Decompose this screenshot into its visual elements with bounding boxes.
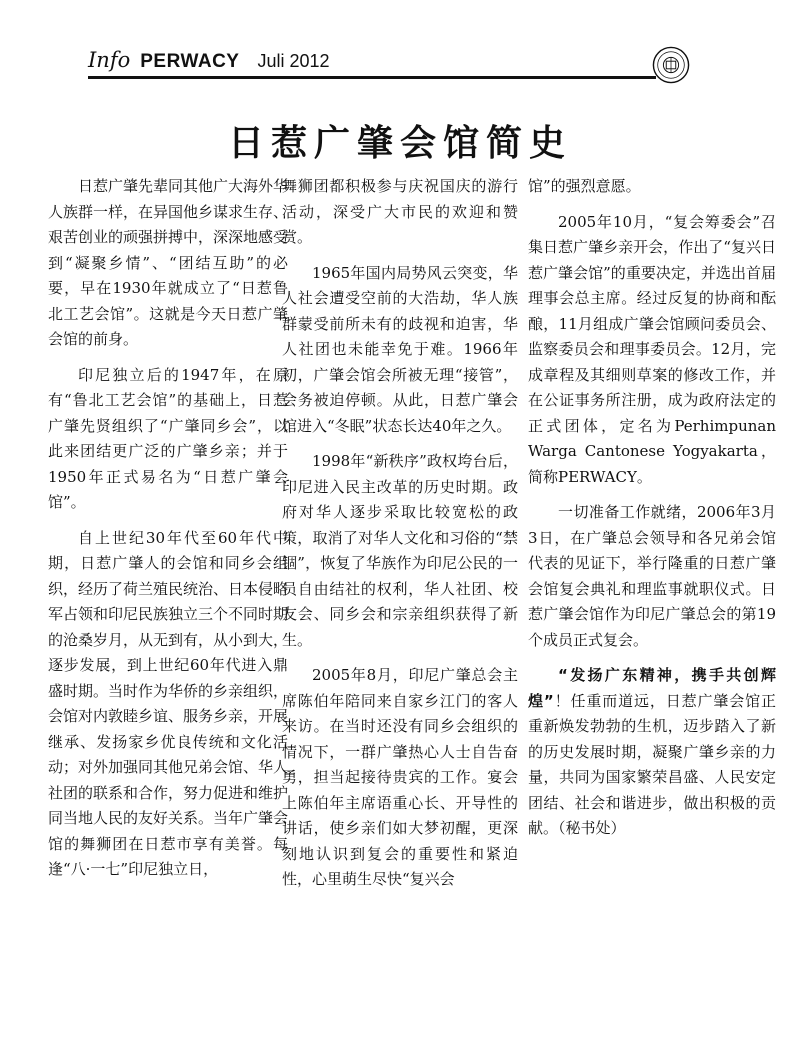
newsletter-header bbox=[88, 48, 330, 73]
association-seal-icon bbox=[652, 46, 690, 84]
paragraph-1965: 1965年国内局势风云突变，华人社会遭受空前的大浩劫，华人族群蒙受前所未有的歧视和迫害，华人社团也未能幸免于难。1966年初，广肇会馆会所被无理“接管”，会务被迫停顿。从此，日惹广肇会馆进入“冬眠”状态长达40年之久。 bbox=[282, 263, 518, 435]
paragraph-2005-august: 2005年8月，印尼广肇总会主席陈伯年陪同来自家乡江门的客人来访。在当时还没有同乡会组织的情况下，一群广肇热心人士自告奋勇，担当起接待贵宾的工作。宴会上陈伯年主席语重心长、开导性的讲话，使乡亲们如大梦初醒，更深刻地认识到复会的重要性和紧迫性，心里萌生尽快“复兴会 bbox=[282, 666, 518, 888]
article-column-2 bbox=[282, 174, 518, 893]
paragraph-2005-october: 2005年10月，“复会筹委会”召集日惹广肇乡亲开会，作出了“复兴日惹广肇会馆”的重要决定，并选出首届理事会总主席。经过反复的协商和酝酿，11月组成广肇会馆顾问委员会、监察委员会和理事委员会。12月，完成章程及其细则草案的修改工作，并在公证事务所注册，成为政府法定的正式团体，定名为Perhimpunan Warga Cantonese Yogyakarta，简称PERWACY。 bbox=[528, 212, 776, 486]
article-column-3 bbox=[528, 174, 776, 842]
paragraph-closing bbox=[528, 663, 776, 842]
article-title: 日惹广肇会馆简史 bbox=[227, 123, 572, 164]
header-issue-date: Juli 2012 bbox=[257, 51, 330, 71]
article-column-1 bbox=[48, 174, 288, 883]
header-rule bbox=[88, 76, 656, 79]
closing-slogan: “发扬广东精神，携手共创辉煌” bbox=[528, 666, 776, 710]
paragraph-1947: 印尼独立后的1947年，在原有“鲁北工艺会馆”的基础上，日惹广肇先贤组织了“广肇同乡会”，以此来团结更广泛的广肇乡亲；并于1950年正式易名为“日惹广肇会馆”。 bbox=[48, 365, 288, 511]
paragraph-2006: 一切准备工作就绪，2006年3月3日，在广肇总会领导和各兄弟会馆代表的见证下，举行隆重的日惹广肇会馆复会典礼和理监事就职仪式。日惹广肇会馆作为印尼广肇总会的第19个成员正式复会。 bbox=[528, 503, 776, 649]
closing-text: ！任重而道远，日惹广肇会馆正重新焕发勃勃的生机，迈步踏入了新的历史发展时期，凝聚广肇乡亲的力量，共同为国家繁荣昌盛、人民安定团结、社会和谐进步，做出积极的贡献。（秘书处） bbox=[528, 691, 776, 837]
header-brand: PERWACY bbox=[140, 51, 240, 72]
paragraph-1998: 1998年“新秩序”政权垮台后，印尼进入民主改革的历史时期。政府对华人逐步采取比较宽松的政策，取消了对华人文化和习俗的“禁锢”，恢复了华族作为印尼公民的一员自由结社的权利，华人社团、校友会、同乡会和宗亲组织获得了新生。 bbox=[282, 452, 518, 649]
paragraph-continuation: 馆”的强烈意愿。 bbox=[528, 177, 641, 195]
header-info-label: Info bbox=[88, 48, 131, 72]
paragraph-founding: 日惹广肇先辈同其他广大海外华人族群一样，在异国他乡谋求生存、艰苦创业的顽强拼搏中，深深地感受到“凝聚乡情”、“团结互助”的必要，早在1930年就成立了“日惹鲁北工艺会馆”。这就是今天日惹广肇会馆的前身。 bbox=[48, 177, 289, 348]
paragraph-history: 自上世纪30年代至60年代中期，日惹广肇人的会馆和同乡会组织，经历了荷兰殖民统治、日本侵略军占领和印尼民族独立三个不同时期的沧桑岁月，从无到有，从小到大，逐步发展，到上世纪60年代进入鼎盛时期。当时作为华侨的乡亲组织，会馆对内敦睦乡谊、服务乡亲，开展继承、发扬家乡优良传统和文化活动；对外加强同其他兄弟会馆、华人社团的联系和合作，努力促进和维护同当地人民的友好关系。当年广肇会馆的舞狮团在日惹市享有美誉。每逢“八·一七”印尼独立日， bbox=[48, 528, 289, 878]
paragraph-lion-dance: 舞狮团都积极参与庆祝国庆的游行活动，深受广大市民的欢迎和赞赏。 bbox=[282, 177, 518, 246]
